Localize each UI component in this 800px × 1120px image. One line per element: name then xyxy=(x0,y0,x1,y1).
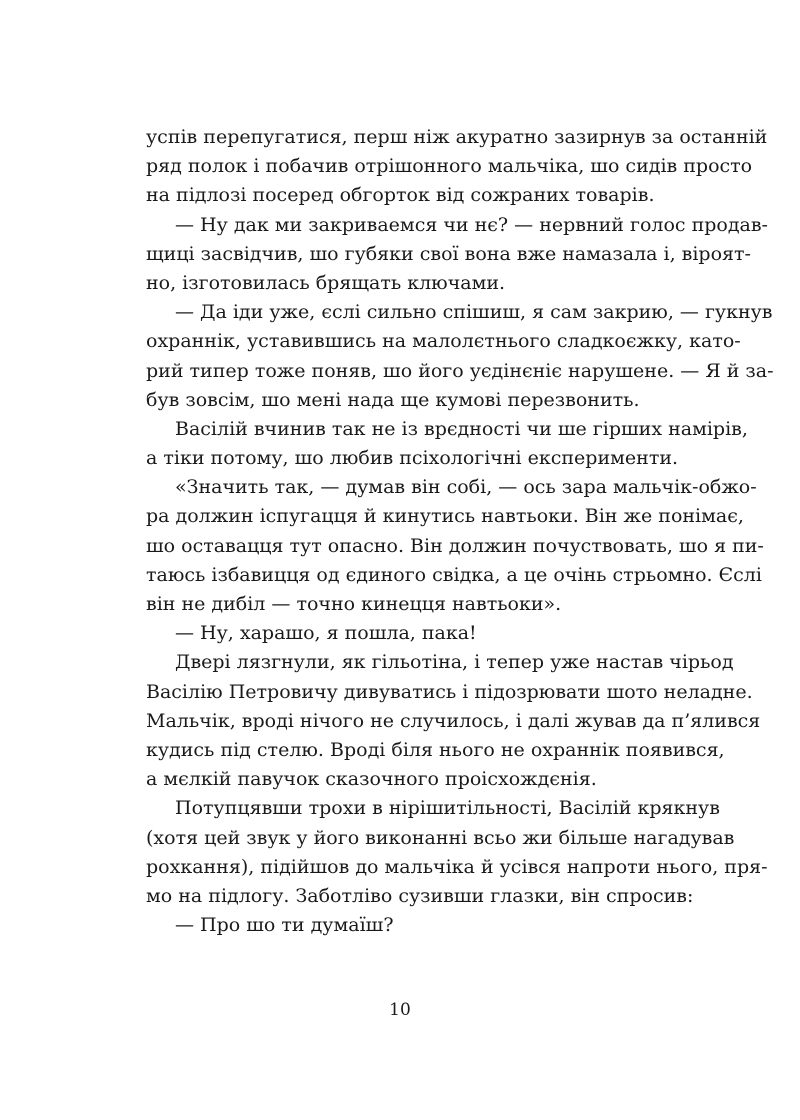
text-line: — Про шо ти думаїш? xyxy=(175,914,394,937)
text-line: — Ну дак ми закриваемся чи нє? — нервний голос продав- xyxy=(175,213,768,236)
text-line: Потупцявши трохи в нірішитільності, Васілій крякнув xyxy=(175,797,720,820)
text-line: — Ну, харашо, я пошла, пака! xyxy=(175,622,477,645)
text-line: «Значить так, — думав він собі, — ось зара мальчік-обжо- xyxy=(175,476,757,499)
text-line: Двері лязгнули, як гільотіна, і тепер уже настав чірьод xyxy=(175,651,734,674)
text-line: Васілій вчинив так не із врєдності чи ше гірших намірів, xyxy=(175,417,748,440)
text-line: а мєлкій павучок сказочного проісхождєнія. xyxy=(146,768,597,791)
text-line: він не дибіл — точно кинецця навтьоки». xyxy=(146,593,562,615)
text-line: Васілію Петровичу дивуватись і підозрювати шото неладне. xyxy=(146,680,753,703)
text-line: но, ізготовилась брящать ключами. xyxy=(146,271,506,294)
text-line: ра должин іспугацця й кинутись навтьоки. Він же понімає, xyxy=(146,505,744,528)
text-line: (хотя цей звук у його виконанні всьо жи більше нагадував xyxy=(146,826,735,849)
text-line: успів перепугатися, перш ніж акуратно зазирнув за останній xyxy=(146,126,768,148)
text-line: а тіки потому, шо любив псіхологічні експерименти. xyxy=(146,447,679,470)
text-line: щиці засвідчив, шо губяки свої вона вже намазала і, віроят- xyxy=(146,242,751,265)
text-line: на підлозі посеред обгорток від сожраних товарів. xyxy=(146,184,655,207)
text-line: шо оставацця тут опасно. Він должин почуствовать, шо я пи- xyxy=(146,534,764,557)
text-line: був зовсім, шо мені нада ще кумові перезвонить. xyxy=(146,388,640,411)
text-line: мо на підлогу. Заботліво сузивши глазки, він спросив: xyxy=(146,884,694,907)
text-line: ряд полок і побачив отрішонного мальчіка, шо сидів просто xyxy=(146,155,753,178)
text-line: таюсь ізбавицця од єдиного свідка, а це очінь стрьомно. Єслі xyxy=(146,563,762,586)
text-line: кудись під стелю. Вроді біля нього не охраннік появився, xyxy=(146,738,725,761)
text-line: рохкання), підійшов до мальчіка й усівся напроти нього, пря- xyxy=(146,855,768,878)
page-number: 10 xyxy=(389,1000,411,1020)
text-line: — Да іди уже, єслі сильно спішиш, я сам закрию, — гукнув xyxy=(175,301,773,324)
text-line: рий типер тоже поняв, шо його уєдінєніє нарушене. — Я й за- xyxy=(146,359,774,382)
text-line: Мальчік, вроді нічого не случилось, і далі жував да п’ялився xyxy=(146,709,761,732)
text-line: охраннік, уставившись на малолєтнього сладкоєжку, като- xyxy=(146,330,741,353)
body-text xyxy=(146,123,774,940)
